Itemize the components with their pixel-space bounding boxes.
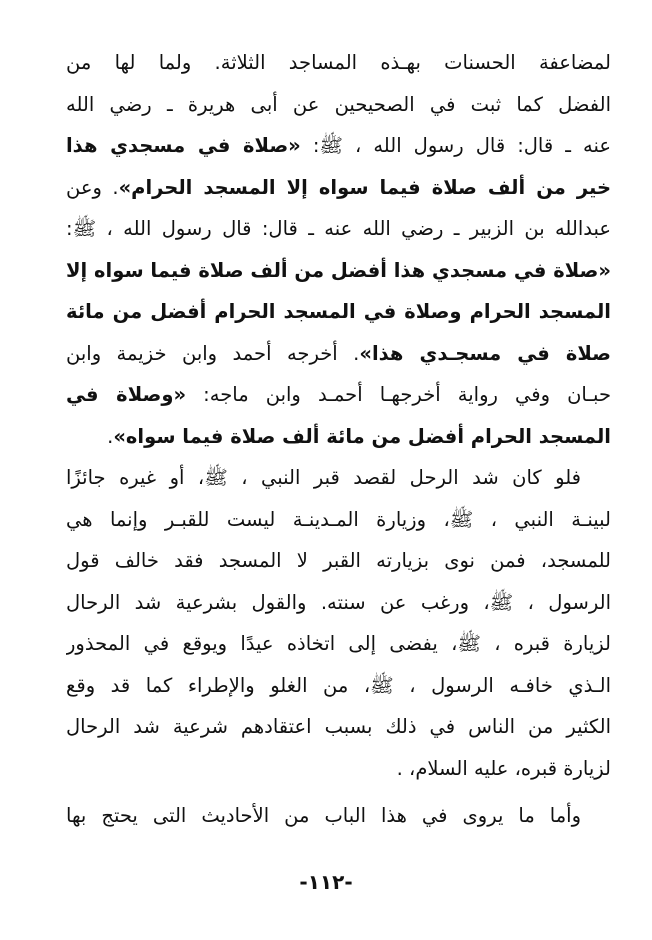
text-line xyxy=(66,416,611,458)
text-line xyxy=(66,540,611,582)
text-run: وأما ما يروى في هذا الباب من الأحاديث التى يحتج بها xyxy=(66,804,581,827)
text-line xyxy=(66,665,611,707)
text-line xyxy=(66,795,611,837)
text-run: لزيارة قبره ، ﷺ، يفضى إلى اتخاذه عيدًا ويوقع في المحذور xyxy=(66,632,611,655)
paragraph-hadith-virtue xyxy=(66,42,611,457)
hadith-quote: خير من ألف صلاة فيما سواه إلا المسجد الحرام» xyxy=(118,175,611,199)
page-number: -١١٢- xyxy=(299,870,353,894)
text-run: الفضل كما ثبت في الصحيحين عن أبى هريرة ـ رضي الله xyxy=(66,92,611,116)
text-run: للمسجد، فمن نوى بزيارته القبر لا المسجد فقد خالف قول xyxy=(66,549,611,572)
text-line xyxy=(66,125,611,167)
text-line xyxy=(66,42,611,84)
text-run: الرسول ، ﷺ، ورغب عن سنته. والقول بشرعية شد الرحال xyxy=(66,590,611,614)
paragraph-grave-visit xyxy=(66,457,611,789)
hadith-quote: المسجد الحرام أفضل من مائة ألف صلاة فيما سواه» xyxy=(113,424,611,448)
text-line xyxy=(66,706,611,748)
text-run: . أخرجه أحمد وابن خزيمة وابن xyxy=(66,341,360,365)
paragraph-narrations xyxy=(66,795,611,837)
text-run: عبدالله بن الزبير ـ رضي الله عنه ـ قال: قال رسول الله ، ﷺ: xyxy=(66,217,611,240)
text-line xyxy=(66,499,611,541)
hadith-quote: «صلاة في مسجدي هذا xyxy=(66,134,301,157)
text-run: عنه ـ قال: قال رسول الله ، ﷺ: xyxy=(300,134,611,157)
text-line xyxy=(66,333,611,375)
text-line xyxy=(66,167,611,209)
text-line xyxy=(66,250,611,292)
page-body xyxy=(66,42,611,837)
text-line xyxy=(66,84,611,126)
text-line xyxy=(66,291,611,333)
hadith-quote: «وصلاة في xyxy=(66,383,187,406)
text-line xyxy=(66,582,611,624)
text-line xyxy=(66,623,611,665)
text-run: . xyxy=(107,424,114,448)
text-line xyxy=(66,457,611,499)
text-run: فلو كان شد الرحل لقصد قبر النبي ، ﷺ، أو غيره جائزًا xyxy=(66,466,581,489)
hadith-quote: صلاة في مسجـدي هذا» xyxy=(359,341,611,365)
text-run: لمضاعفة الحسنات بهـذه المساجد الثلاثة. ولما لها من xyxy=(66,51,611,74)
text-line xyxy=(66,374,611,416)
text-run: لبينـة النبي ، ﷺ، وزيارة المـدينـة ليست للقبـر وإنما هي xyxy=(66,507,611,531)
text-line xyxy=(66,208,611,250)
hadith-quote: المسجد الحرام وصلاة في المسجد الحرام أفضل من مائة xyxy=(66,300,611,323)
text-line xyxy=(66,748,611,790)
hadith-quote: «صلاة في مسجدي هذا أفضل من ألف صلاة فيما سواه إلا xyxy=(66,258,611,282)
text-run: حبـان وفي رواية أخرجهـا أحمـد وابن ماجه: xyxy=(186,383,611,406)
text-run: لزيارة قبره، عليه السلام، . xyxy=(396,756,611,780)
text-run: الـذي خافـه الرسول ، ﷺ، من الغلو والإطراء كما قد وقع xyxy=(66,673,611,697)
text-run: . وعن xyxy=(66,175,119,199)
text-run: الكثير من الناس في ذلك بسبب اعتقادهم شرعية شد الرحال xyxy=(66,715,611,738)
